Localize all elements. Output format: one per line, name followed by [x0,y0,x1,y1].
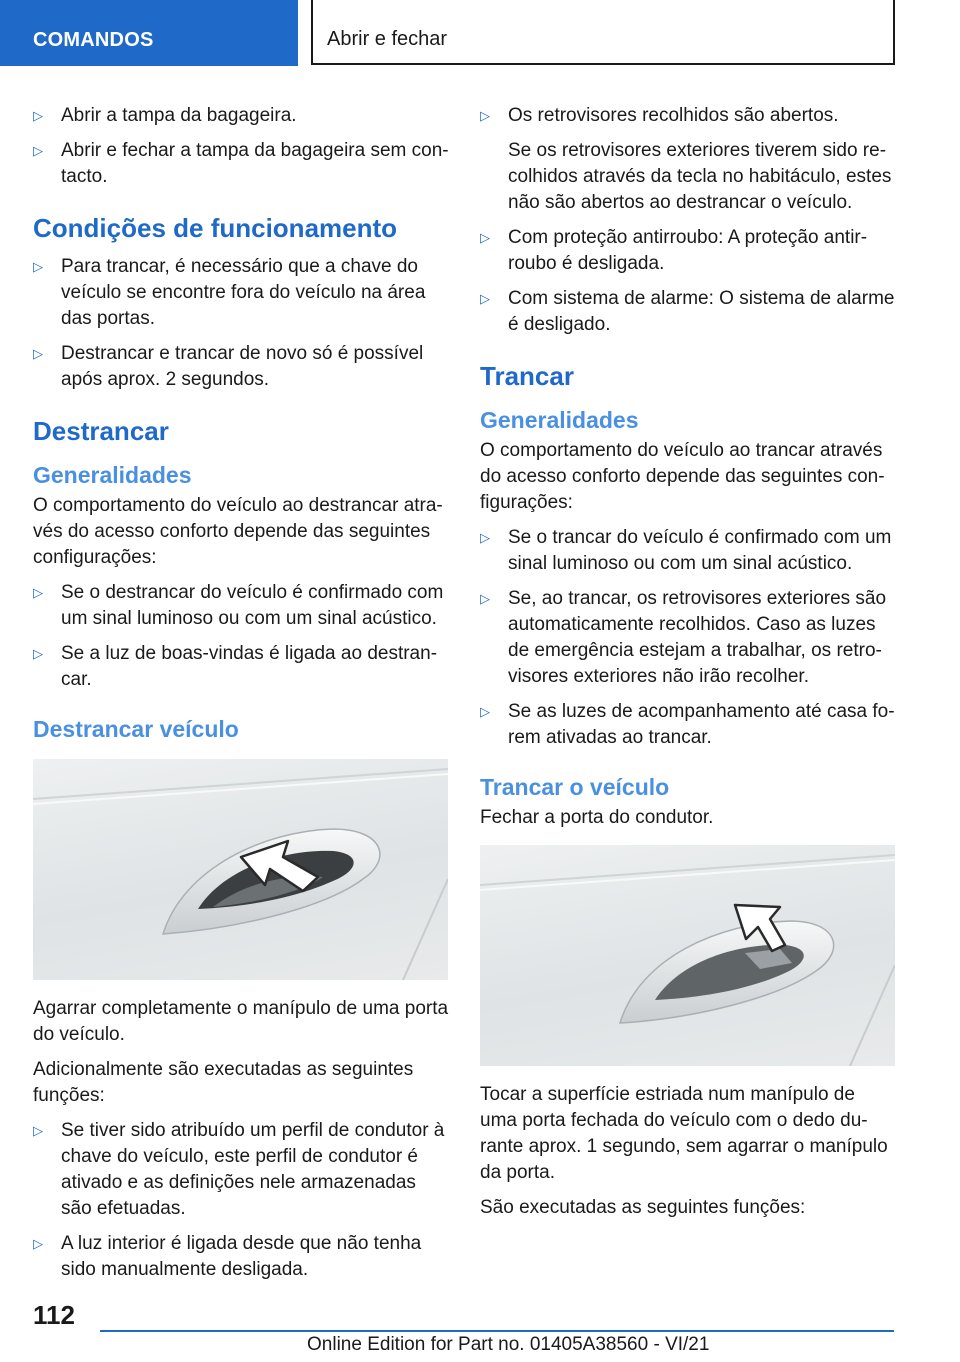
bullet-triangle-icon: ▷ [33,108,43,123]
footer-divider [100,1330,894,1332]
subsection-heading: Destrancar veículo [33,716,239,742]
section-tab: COMANDOS [0,0,298,66]
list-item: ▷ Se a luz de boas-vindas é ligada ao destran-car. [33,641,449,693]
list-item: ▷ Abrir e fechar a tampa da bagageira sem con-tacto. [33,138,449,190]
bullet-triangle-icon: ▷ [480,591,490,606]
list-item: ▷ Abrir a tampa da bagageira. [33,103,449,129]
bullet-triangle-icon: ▷ [480,108,490,123]
bullet-triangle-icon: ▷ [480,530,490,545]
left-column [33,103,449,1292]
section-heading: Trancar [480,361,574,391]
bullet-triangle-icon: ▷ [33,1236,43,1251]
list-item-note: Se os retrovisores exteriores tiverem sido re-colhidos através da tecla no habitáculo, estes não são abertos ao destrancar o veículo. [508,140,892,213]
bullet-triangle-icon: ▷ [33,646,43,661]
list-item: ▷ Se as luzes de acompanhamento até casa fo-rem ativadas ao trancar. [480,699,896,751]
chapter-title: Abrir e fechar [311,0,895,65]
paragraph: Adicionalmente são executadas as seguintes funções: [33,1059,414,1106]
bullet-triangle-icon: ▷ [33,585,43,600]
paragraph: O comportamento do veículo ao trancar através do acesso conforto depende das seguintes con-figurações: [480,440,885,513]
bullet-triangle-icon: ▷ [33,143,43,158]
list-item: ▷ Com sistema de alarme: O sistema de alarme é desligado. [480,286,896,338]
figure-caption: Tocar a superfície estriada num manípulo de uma porta fechada do veículo com o dedo du-rante aprox. 1 segundo, sem agarrar o manípulo da porta. [480,1084,888,1183]
right-column [480,103,896,1230]
bullet-triangle-icon: ▷ [480,291,490,306]
list-item: ▷ Se, ao trancar, os retrovisores exteriores são automaticamente recolhidos. Caso as luzes de emergência estejam a trabalhar, os retro-visores exteriores não irão recolher. [480,586,896,690]
list-item: ▷ Os retrovisores recolhidos são abertos. Se os retrovisores exteriores tiverem sido re-colhidos através da tecla no habitáculo, estes não são abertos ao destrancar o veículo. [480,103,896,216]
bullet-triangle-icon: ▷ [480,704,490,719]
list-item: ▷ Com proteção antirroubo: A proteção antir-roubo é desligada. [480,225,896,277]
list-item: ▷ A luz interior é ligada desde que não tenha sido manualmente desligada. [33,1231,449,1283]
section-heading: Destrancar [33,416,169,446]
bullet-triangle-icon: ▷ [33,1123,43,1138]
subsection-heading: Trancar o veículo [480,774,670,800]
list-item: ▷ Se o trancar do veículo é confirmado com um sinal luminoso ou com um sinal acústico. [480,525,896,577]
paragraph: O comportamento do veículo ao destrancar atra-vés do acesso conforto depende das seguintes configurações: [33,495,443,568]
door-handle-touch-illustration [480,845,895,1066]
paragraph: São executadas as seguintes funções: [480,1197,806,1218]
figure-caption: Agarrar completamente o manípulo de uma porta do veículo. [33,998,449,1045]
bullet-triangle-icon: ▷ [33,346,43,361]
list-item: ▷ Se o destrancar do veículo é confirmado com um sinal luminoso ou com um sinal acústico. [33,580,449,632]
footer-edition: Online Edition for Part no. 01405A38560 - VI/21 [307,1334,710,1355]
bullet-triangle-icon: ▷ [480,230,490,245]
section-heading: Condições de funcionamento [33,213,398,243]
list-item: ▷ Para trancar, é necessário que a chave do veículo se encontre fora do veículo na área das portas. [33,254,449,332]
list-item: ▷ Destrancar e trancar de novo só é possível após aprox. 2 segundos. [33,341,449,393]
bullet-triangle-icon: ▷ [33,259,43,274]
page-number: 112 [33,1300,75,1330]
paragraph: Fechar a porta do condutor. [480,807,714,828]
list-item: ▷ Se tiver sido atribuído um perfil de condutor à chave do veículo, este perfil de condutor é ativado e as definições nele armazenadas são efetuadas. [33,1118,449,1222]
subsection-heading: Generalidades [480,407,639,433]
subsection-heading: Generalidades [33,462,192,488]
door-handle-grab-illustration [33,759,448,980]
